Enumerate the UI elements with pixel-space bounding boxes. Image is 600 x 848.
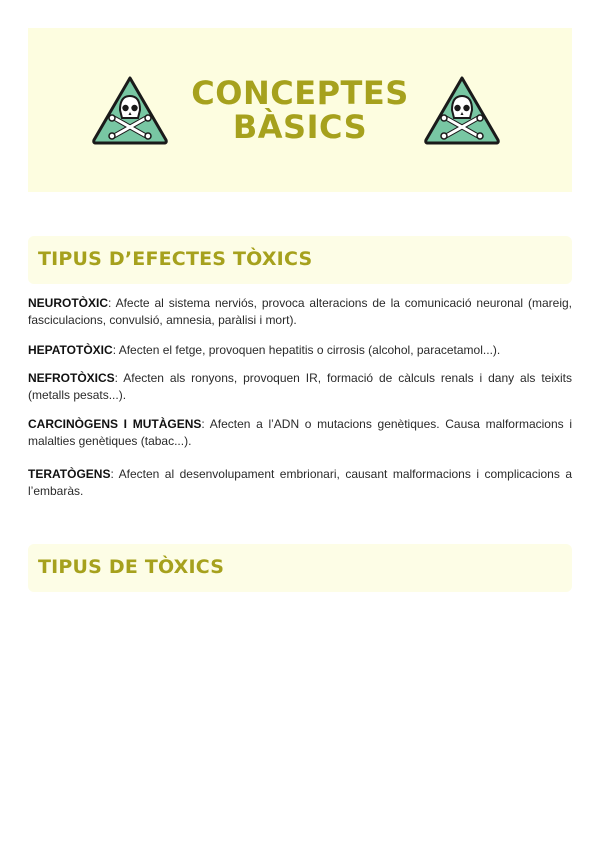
skull-crossbones-warning-icon: [422, 74, 502, 146]
definition-carcinogens: [28, 416, 572, 450]
section-header-efectes: [28, 236, 572, 284]
section-title: TIPUS DE TÒXICS: [38, 556, 225, 578]
definition-term: HEPATOTÒXIC: [28, 343, 113, 357]
title-banner: [28, 28, 572, 192]
section-title: TIPUS D’EFECTES TÒXICS: [38, 248, 313, 270]
definition-term: TERATÒGENS: [28, 467, 111, 481]
page-title-line2: BÀSICS: [232, 108, 368, 146]
definition-text: : Afecten el fetge, provoquen hepatitis o cirrosis (alcohol, paracetamol...).: [112, 343, 501, 357]
definition-text: : Afecten a l’ADN o mutacions genètiques. Causa malformacions i malalties genètiques (tabac...).: [28, 417, 572, 448]
definition-term: NEFROTÒXICS: [28, 371, 115, 385]
skull-crossbones-warning-icon: [90, 74, 170, 146]
page-title-line1: CONCEPTES: [191, 74, 409, 112]
definition-text: : Afecten al desenvolupament embrionari, causant malformacions i complicacions a l’embaràs.: [28, 467, 572, 498]
definition-text: : Afecte al sistema nerviós, provoca alteracions de la comunicació neuronal (mareig, fasciculacions, convulsió, amnesia, paràlisi i mort).: [28, 296, 572, 327]
definition-nefrotoxics: [28, 370, 572, 404]
definition-hepatotoxic: [28, 342, 572, 359]
definition-term: NEUROTÒXIC: [28, 296, 109, 310]
page-title: [178, 76, 422, 144]
definition-teratogens: [28, 466, 572, 500]
definition-term: CARCINÒGENS I MUTÀGENS: [28, 417, 202, 431]
section-header-toxics: [28, 544, 572, 592]
definition-text: : Afecten als ronyons, provoquen IR, formació de càlculs renals i dany als teixits (metalls pesats...).: [28, 371, 572, 402]
definition-neurotoxic: [28, 295, 572, 329]
